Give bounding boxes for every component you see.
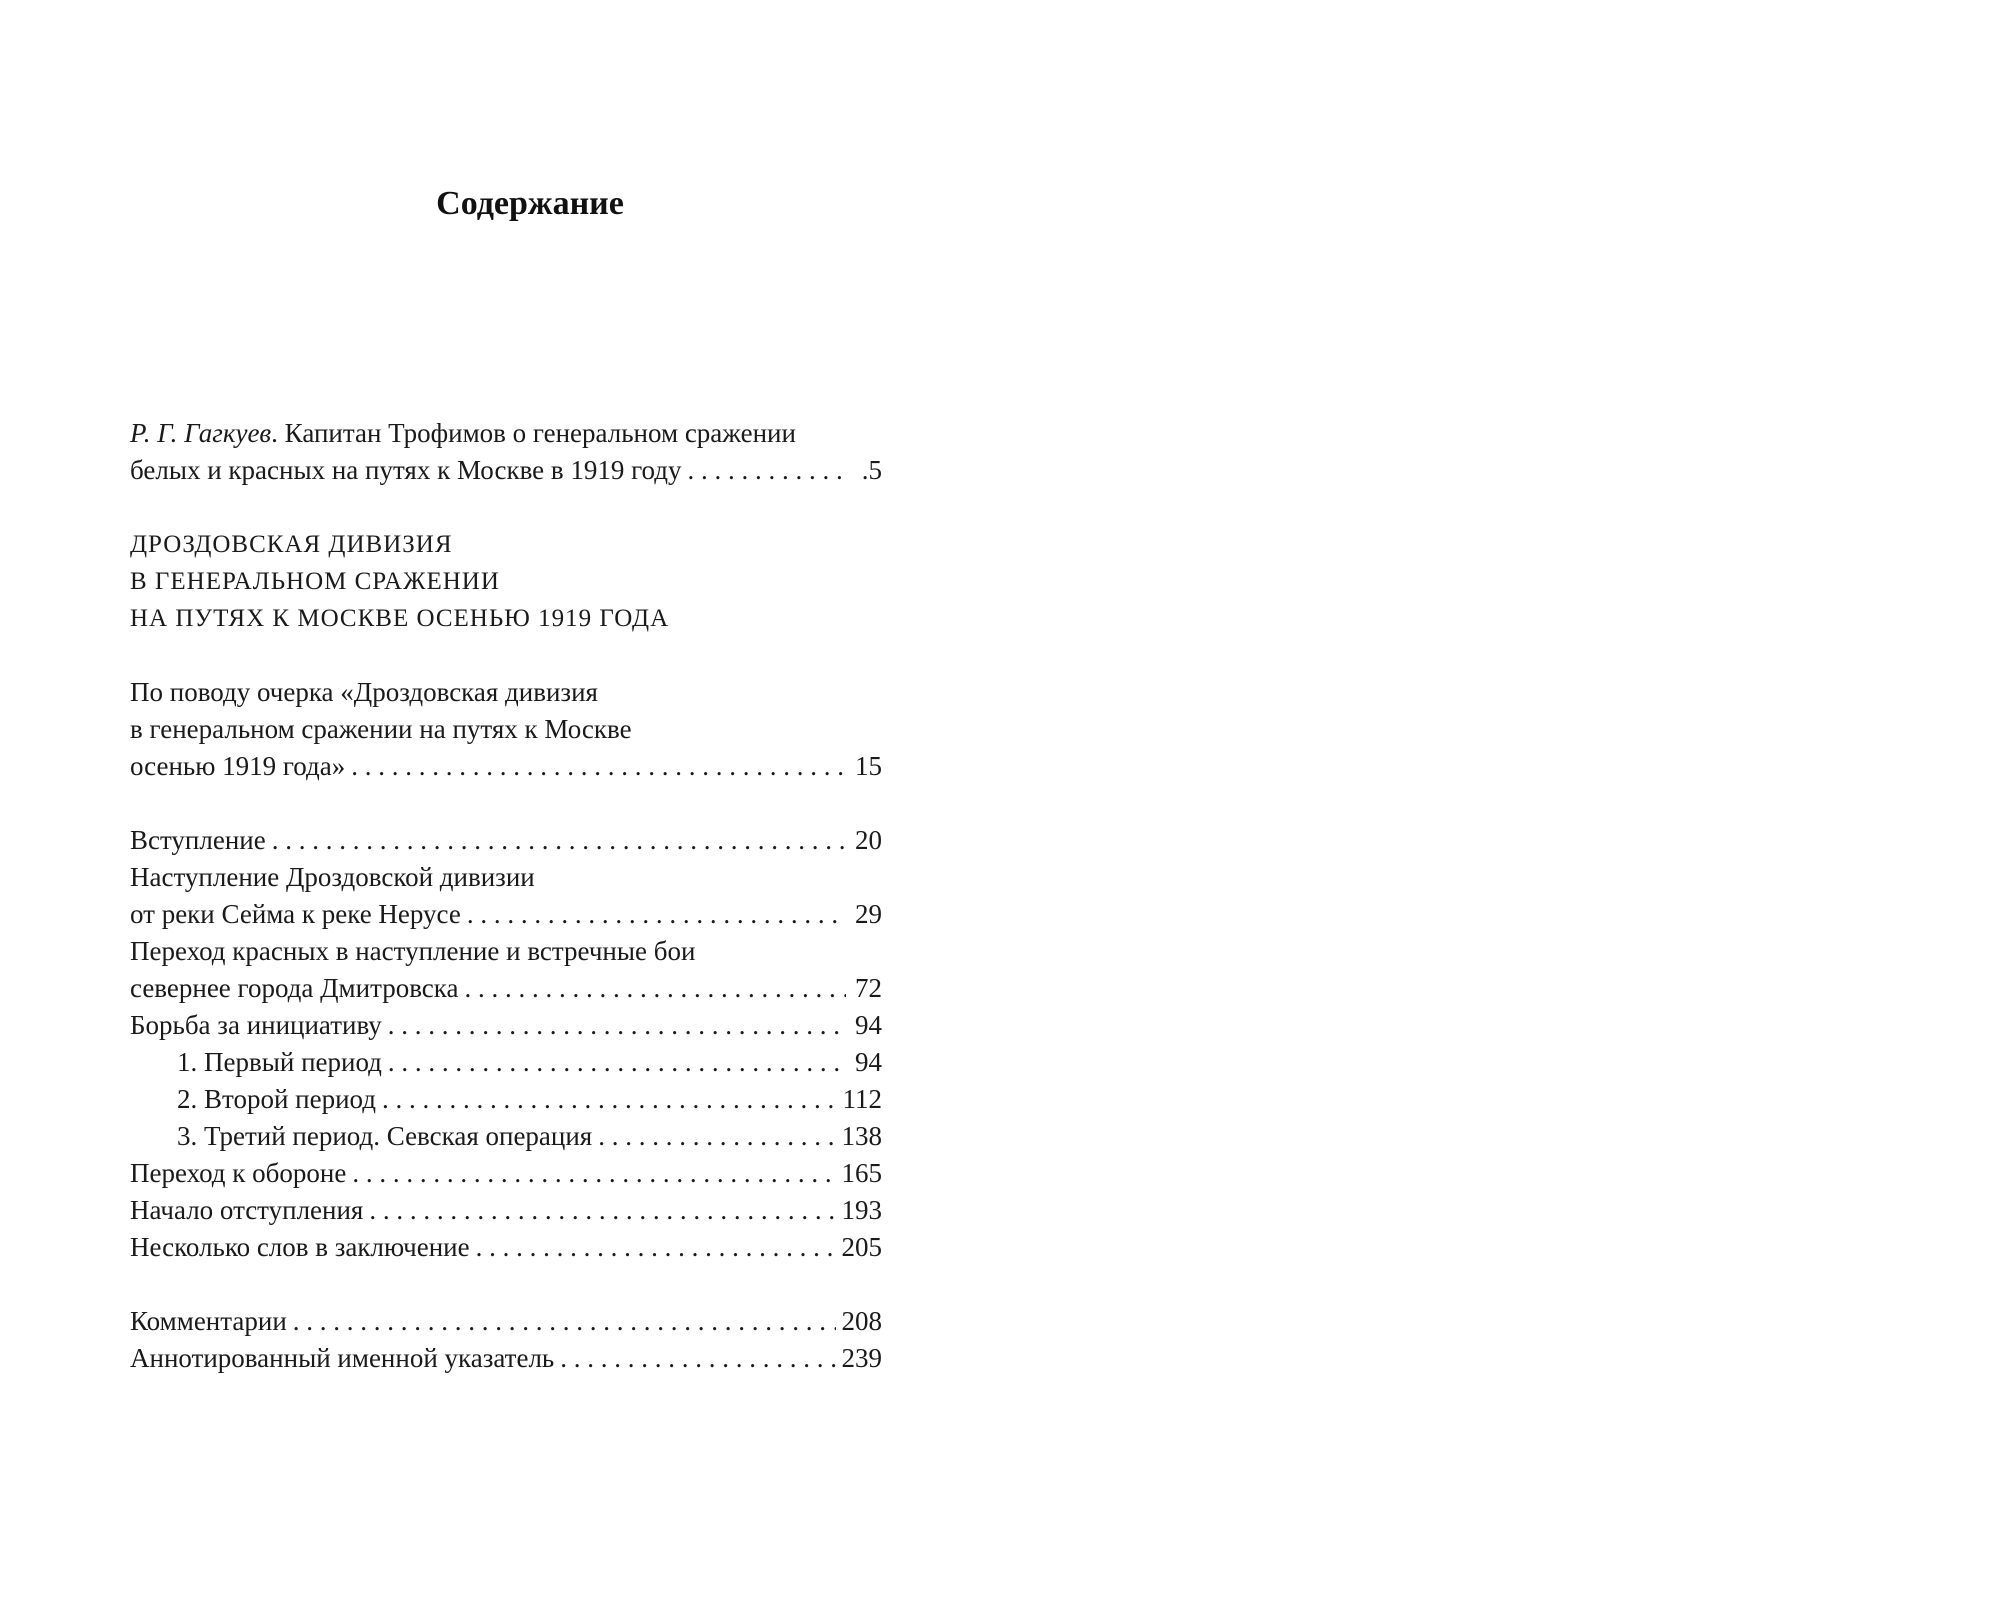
toc-entry-name-index[interactable] bbox=[130, 1340, 882, 1377]
toc-entry-counteroffensive-line2[interactable] bbox=[130, 970, 882, 1007]
section-heading-line: В ГЕНЕРАЛЬНОМ СРАЖЕНИИ bbox=[130, 568, 500, 595]
toc-page-number: 94 bbox=[855, 1047, 882, 1077]
toc-page-number: 29 bbox=[855, 899, 882, 929]
toc-page-number: .5 bbox=[861, 455, 882, 485]
dot-leader bbox=[351, 748, 846, 785]
toc-entry-label: Борьба за инициативу bbox=[130, 1010, 382, 1040]
toc-entry-label: осенью 1919 года» bbox=[130, 751, 346, 781]
toc-page-number: 94 bbox=[855, 1010, 882, 1040]
toc-entry-label: белых и красных на путях к Москве в 1919 году bbox=[130, 455, 682, 485]
section-heading-line: ДРОЗДОВСКАЯ ДИВИЗИЯ bbox=[130, 531, 453, 558]
section-heading-line: НА ПУТЯХ К МОСКВЕ ОСЕНЬЮ 1919 ГОДА bbox=[130, 605, 670, 632]
toc-entry-label: 3. Третий период. Севская операция bbox=[177, 1121, 593, 1151]
dot-leader bbox=[560, 1340, 835, 1377]
table-of-contents bbox=[130, 415, 882, 1377]
dot-leader bbox=[688, 452, 846, 489]
toc-entry-intro-essay-title-start: . Капитан Трофимов о генеральном сражении bbox=[271, 418, 796, 448]
dot-leader bbox=[476, 1229, 836, 1266]
toc-page-number: 239 bbox=[841, 1343, 882, 1373]
toc-entry-advance-line2[interactable] bbox=[130, 896, 882, 933]
toc-page-number: 15 bbox=[855, 751, 882, 781]
dot-leader bbox=[272, 822, 846, 859]
dot-leader bbox=[388, 1044, 846, 1081]
toc-entry-period-3[interactable] bbox=[130, 1118, 882, 1155]
toc-page-number: 138 bbox=[841, 1121, 882, 1151]
toc-entry-label: Вступление bbox=[130, 825, 266, 855]
toc-entry-intro-essay-line1 bbox=[130, 415, 882, 452]
toc-entry-label: от реки Сейма к реке Нерусе bbox=[130, 899, 461, 929]
toc-entry-struggle[interactable] bbox=[130, 1007, 882, 1044]
toc-entry-preface-line2: в генеральном сражении на путях к Москве bbox=[130, 714, 632, 744]
dot-leader bbox=[467, 896, 846, 933]
toc-entry-label: севернее города Дмитровска bbox=[130, 973, 459, 1003]
dot-leader bbox=[369, 1192, 835, 1229]
toc-entry-conclusion[interactable] bbox=[130, 1229, 882, 1266]
toc-entry-counteroffensive-line1: Переход красных в наступление и встречные бои bbox=[130, 936, 696, 966]
toc-page-number: 205 bbox=[841, 1232, 882, 1262]
dot-leader bbox=[293, 1303, 836, 1340]
toc-author-name: Р. Г. Гагкуев bbox=[130, 418, 272, 448]
toc-entry-label: Начало отступления bbox=[130, 1195, 364, 1225]
toc-page-number: 20 bbox=[855, 825, 882, 855]
dot-leader bbox=[382, 1081, 837, 1118]
toc-entry-period-1[interactable] bbox=[130, 1044, 882, 1081]
toc-page-number: 72 bbox=[855, 973, 882, 1003]
dot-leader bbox=[388, 1007, 846, 1044]
toc-entry-intro-essay-line2[interactable] bbox=[130, 452, 882, 489]
toc-entry-label: Аннотированный именной указатель bbox=[130, 1343, 555, 1373]
toc-entry-comments[interactable] bbox=[130, 1303, 882, 1340]
toc-entry-label: Переход к обороне bbox=[130, 1158, 347, 1188]
toc-entry-label: Комментарии bbox=[130, 1306, 287, 1336]
toc-page-number: 208 bbox=[841, 1306, 882, 1336]
toc-page-number: 112 bbox=[842, 1084, 882, 1114]
toc-entry-advance-line1: Наступление Дроздовской дивизии bbox=[130, 862, 535, 892]
toc-entry-label: 1. Первый период bbox=[177, 1047, 382, 1077]
toc-page-number: 193 bbox=[841, 1195, 882, 1225]
toc-entry-preface-line1: По поводу очерка «Дроздовская дивизия bbox=[130, 677, 598, 707]
page-title: Содержание bbox=[436, 185, 624, 222]
toc-entry-label: Несколько слов в заключение bbox=[130, 1232, 470, 1262]
toc-entry-defense[interactable] bbox=[130, 1155, 882, 1192]
toc-entry-label: 2. Второй период bbox=[177, 1084, 376, 1114]
toc-entry-retreat[interactable] bbox=[130, 1192, 882, 1229]
dot-leader bbox=[598, 1118, 835, 1155]
dot-leader bbox=[464, 970, 846, 1007]
toc-entry-period-2[interactable] bbox=[130, 1081, 882, 1118]
dot-leader bbox=[352, 1155, 835, 1192]
toc-entry-introduction[interactable] bbox=[130, 822, 882, 859]
toc-entry-preface-line3[interactable] bbox=[130, 748, 882, 785]
toc-page-number: 165 bbox=[841, 1158, 882, 1188]
